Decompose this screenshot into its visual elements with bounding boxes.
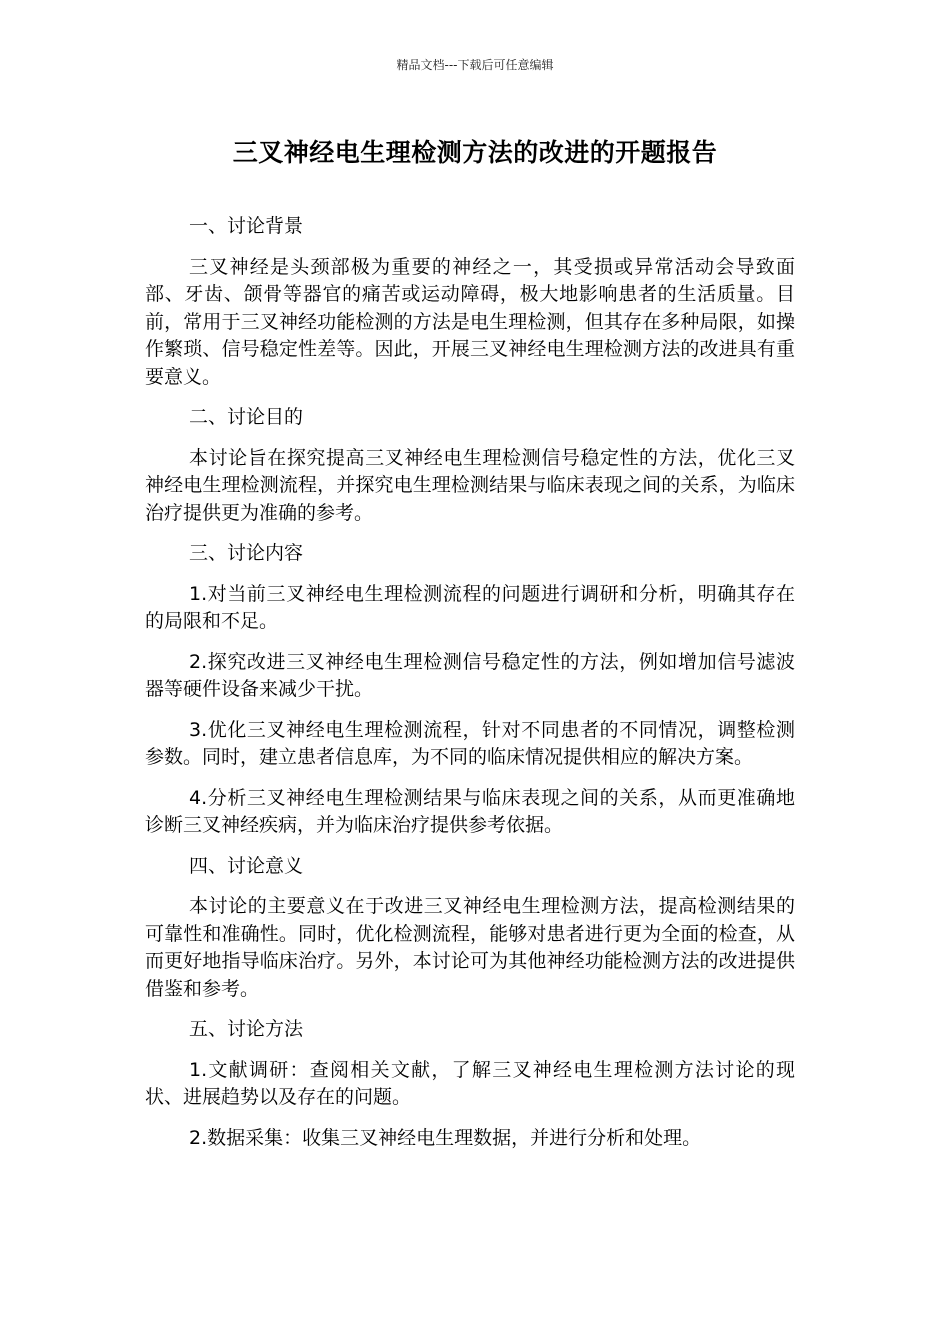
section-heading-purpose: 二、讨论目的 xyxy=(189,406,304,428)
list-item-content-1: 1.对当前三叉神经电生理检测流程的问题进行调研和分析，明确其存在的局限和不足。 xyxy=(145,582,795,632)
section-heading-methods: 五、讨论方法 xyxy=(189,1018,304,1040)
paragraph-significance: 本讨论的主要意义在于改进三叉神经电生理检测方法，提高检测结果的可靠性和准确性。同时，优化检测流程，能够对患者进行更为全面的检查，从而更好地指导临床治疗。另外，本讨论可为其他神经功能检测方法的改进提供借鉴和参考。 xyxy=(145,895,795,1000)
document-title: 三叉神经电生理检测方法的改进的开题报告 xyxy=(232,138,718,167)
paragraph-background: 三叉神经是头颈部极为重要的神经之一，其受损或异常活动会导致面部、牙齿、颌骨等器官的痛苦或运动障碍，极大地影响患者的生活质量。目前，常用于三叉神经功能检测的方法是电生理检测，但其存在多种局限，如操作繁琐、信号稳定性差等。因此，开展三叉神经电生理检测方法的改进具有重要意义。 xyxy=(145,255,795,388)
list-item-method-1: 1.文献调研：查阅相关文献，了解三叉神经电生理检测方法讨论的现状、进展趋势以及存在的问题。 xyxy=(145,1058,795,1108)
section-heading-content: 三、讨论内容 xyxy=(189,542,304,564)
list-item-content-4: 4.分析三叉神经电生理检测结果与临床表现之间的关系，从而更准确地诊断三叉神经疾病，并为临床治疗提供参考依据。 xyxy=(145,786,795,836)
list-item-content-3: 3.优化三叉神经电生理检测流程，针对不同患者的不同情况，调整检测参数。同时，建立患者信息库，为不同的临床情况提供相应的解决方案。 xyxy=(145,718,795,768)
list-item-content-2: 2.探究改进三叉神经电生理检测信号稳定性的方法，例如增加信号滤波器等硬件设备来减少干扰。 xyxy=(145,650,795,700)
section-heading-significance: 四、讨论意义 xyxy=(189,854,304,877)
section-heading-background: 一、讨论背景 xyxy=(189,215,304,237)
paragraph-purpose: 本讨论旨在探究提高三叉神经电生理检测信号稳定性的方法，优化三叉神经电生理检测流程，并探究电生理检测结果与临床表现之间的关系，为临床治疗提供更为准确的参考。 xyxy=(145,446,795,524)
document-body xyxy=(145,213,795,1165)
page-header: 精品文档---下载后可任意编辑 xyxy=(396,58,554,72)
list-item-method-2: 2.数据采集：收集三叉神经电生理数据，并进行分析和处理。 xyxy=(189,1126,702,1149)
